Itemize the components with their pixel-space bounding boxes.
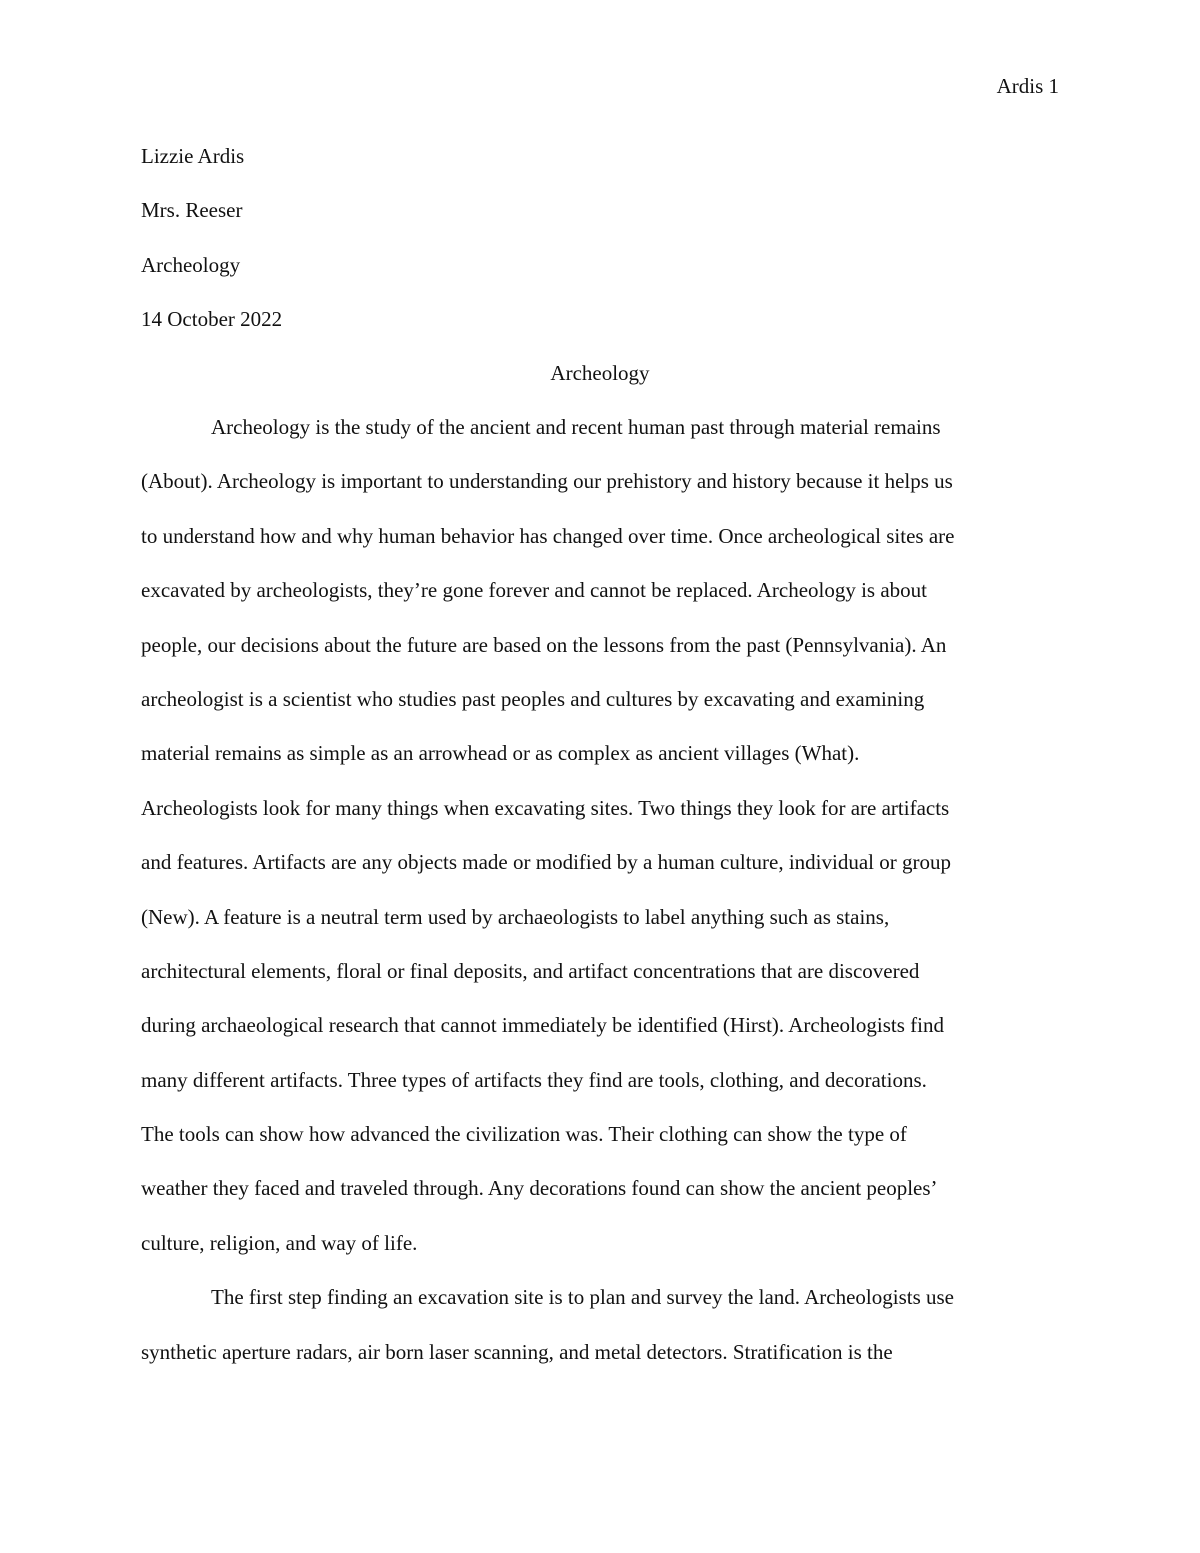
author-name: Lizzie Ardis <box>141 144 245 168</box>
body-line: and features. Artifacts are any objects made or modified by a human culture, individual or group <box>141 850 951 875</box>
body-line: Archeologists look for many things when excavating sites. Two things they look for are artifacts <box>141 795 950 820</box>
mla-heading <box>141 142 1059 360</box>
body-line: architectural elements, floral or final deposits, and artifact concentrations that are discovered <box>141 958 920 983</box>
body-line: to understand how and why human behavior has changed over time. Once archeological sites are <box>141 523 955 548</box>
body-line: material remains as simple as an arrowhead or as complex as ancient villages (What). <box>141 741 860 766</box>
body-line: Archeology is the study of the ancient and recent human past through material remains <box>211 415 941 439</box>
essay-title: Archeology <box>550 361 650 385</box>
body-line: during archaeological research that cannot immediately be identified (Hirst). Archeologists find <box>141 1013 944 1038</box>
essay-body <box>141 413 1059 1392</box>
body-line: The first step finding an excavation site is to plan and survey the land. Archeologists use <box>211 1285 954 1310</box>
body-line: culture, religion, and way of life. <box>141 1230 418 1255</box>
body-line: archeologist is a scientist who studies past peoples and cultures by excavating and examining <box>141 686 925 711</box>
body-line: synthetic aperture radars, air born laser scanning, and metal detectors. Stratification is the <box>141 1339 893 1364</box>
page-header: Ardis 1 <box>996 74 1059 98</box>
body-line: weather they faced and traveled through. Any decorations found can show the ancient peoples’ <box>141 1176 938 1201</box>
course-name: Archeology <box>141 252 241 277</box>
body-line: (About). Archeology is important to understanding our prehistory and history because it helps us <box>141 469 953 494</box>
body-line: The tools can show how advanced the civilization was. Their clothing can show the type of <box>141 1122 907 1147</box>
body-line: (New). A feature is a neutral term used by archaeologists to label anything such as stains, <box>141 904 890 929</box>
body-line: people, our decisions about the future are based on the lessons from the past (Pennsylvania). An <box>141 632 947 657</box>
body-line: many different artifacts. Three types of artifacts they find are tools, clothing, and decorations. <box>141 1067 927 1092</box>
teacher-name: Mrs. Reeser <box>141 198 243 223</box>
date: 14 October 2022 <box>141 307 283 332</box>
body-line: excavated by archeologists, they’re gone forever and cannot be replaced. Archeology is about <box>141 578 928 603</box>
